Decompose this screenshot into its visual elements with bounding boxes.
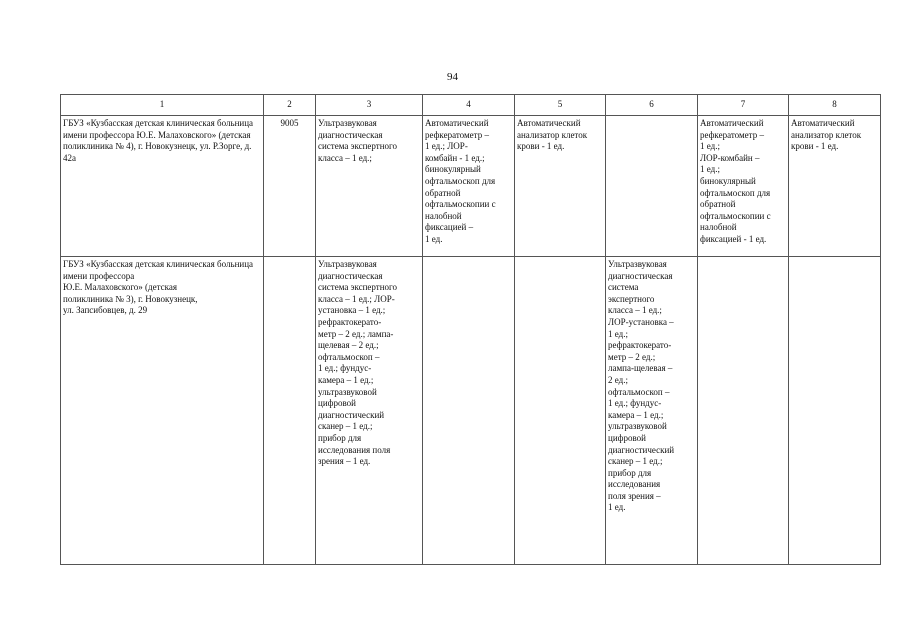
cell-col4	[423, 116, 515, 257]
cell-col4	[423, 257, 515, 565]
cell-col6	[606, 257, 698, 565]
cell-organization	[61, 116, 264, 257]
cell-col8	[789, 116, 881, 257]
cell-text: Автоматический рефкератометр – 1 ед.; ЛОР-комбайн – 1 ед.; бинокулярный офтальмоскоп для обратной офтальмоскопии с налобной фиксацией - 1 ед.	[700, 118, 771, 244]
page-number: 94	[447, 71, 458, 83]
cell-text: Автоматический анализатор клеток крови - 1 ед.	[791, 118, 862, 152]
cell-text: Автоматический рефкератометр – 1 ед.; ЛОР- комбайн - 1 ед.; бинокулярный офтальмоскоп для обратной офтальмоскопии с налобной фиксацией – 1 ед.	[425, 118, 496, 244]
cell-text: Ультразвуковая диагностическая система экспертного класса – 1 ед.;	[318, 118, 398, 163]
cell-text: 9005	[280, 118, 299, 128]
column-header-8: 8	[789, 95, 881, 116]
column-header-6: 6	[606, 95, 698, 116]
table-row	[61, 257, 881, 565]
table-row	[61, 116, 881, 257]
cell-organization	[61, 257, 264, 565]
cell-col7	[698, 116, 789, 257]
cell-text: Автоматический анализатор клеток крови - 1 ед.	[517, 118, 588, 152]
column-header-7: 7	[698, 95, 789, 116]
column-header-4: 4	[423, 95, 515, 116]
table-header-row	[61, 95, 881, 116]
column-header-2: 2	[264, 95, 316, 116]
column-header-3: 3	[316, 95, 423, 116]
cell-text: ГБУЗ «Кузбасская детская клиническая больница имени профессора Ю.Е. Малаховского» (детская поликлиника № 3), г. Новокузнецк, ул. Запсибовцев, д. 29	[63, 259, 254, 316]
cell-col5	[515, 257, 606, 565]
cell-col7	[698, 257, 789, 565]
column-header-5: 5	[515, 95, 606, 116]
cell-text: Ультразвуковая диагностическая система экспертного класса – 1 ед.; ЛОР-установка – 1 ед.; рефрактокерато- метр – 2 ед.; лампа-щелевая – 2 ед.; офтальмоскоп – 1 ед.; фундус- камера – 1 ед.; ультразвуковой цифровой диагностический сканер – 1 ед.; прибор для исследования поля зрения – 1 ед.	[608, 259, 675, 513]
cell-col3	[316, 116, 423, 257]
cell-text: Ультразвуковая диагностическая система экспертного класса – 1 ед.; ЛОР- установка – 1 ед.; рефрактокерато- метр – 2 ед.; лампа- щелевая – 2 ед.; офтальмоскоп – 1 ед.; фундус- камера – 1 ед.; ультразвуковой цифровой диагностический сканер – 1 ед.; прибор для исследования поля зрения – 1 ед.	[318, 259, 398, 467]
cell-col6	[606, 116, 698, 257]
cell-text: ГБУЗ «Кузбасская детская клиническая больница имени профессора Ю.Е. Малаховского» (детская поликлиника № 4), г. Новокузнецк, ул. Р.Зорге, д. 42а	[63, 118, 254, 163]
cell-code	[264, 116, 316, 257]
cell-col5	[515, 116, 606, 257]
cell-col8	[789, 257, 881, 565]
column-header-1: 1	[61, 95, 264, 116]
cell-code	[264, 257, 316, 565]
cell-col3	[316, 257, 423, 565]
equipment-table	[60, 94, 881, 565]
